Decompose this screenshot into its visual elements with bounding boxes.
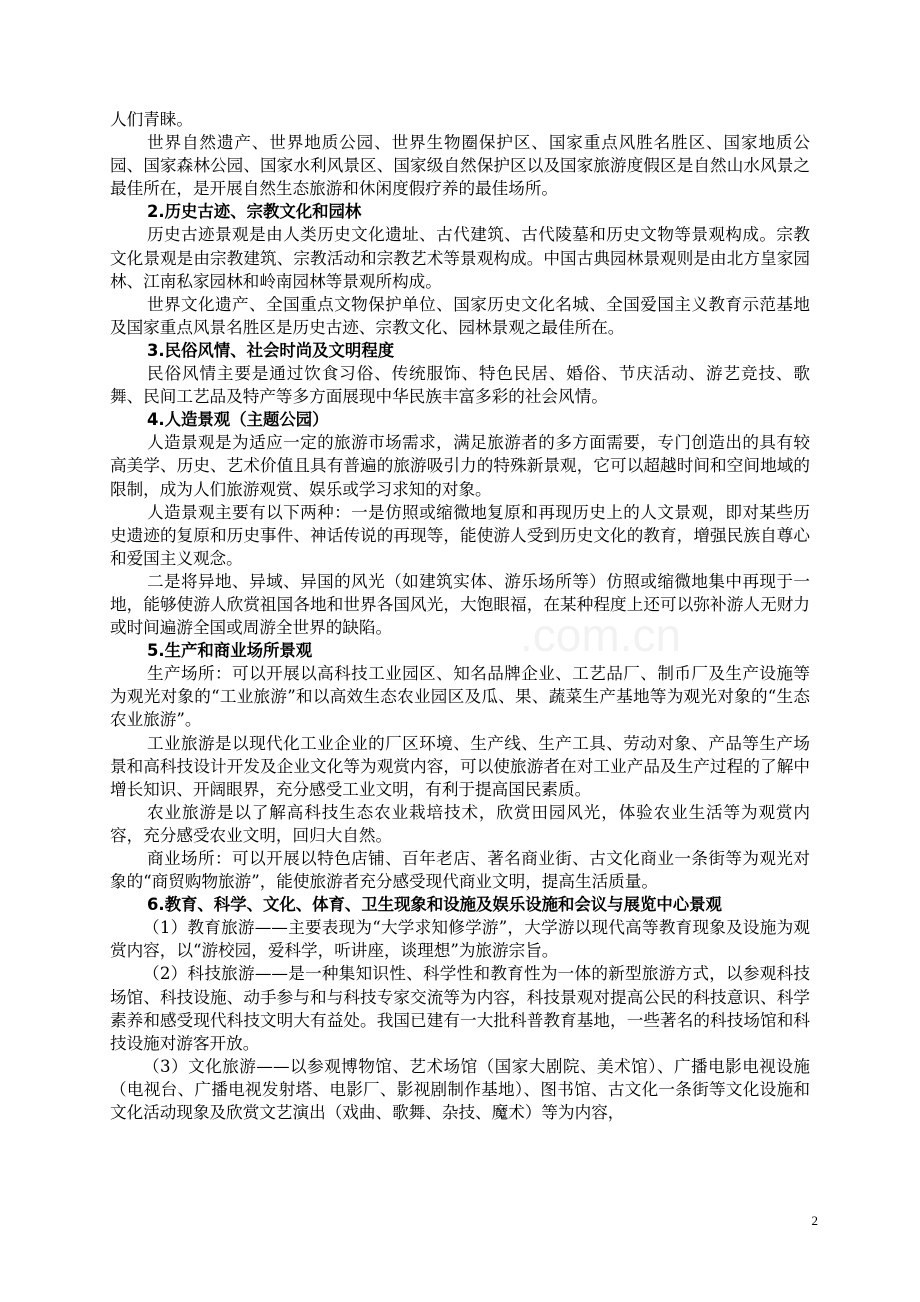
paragraph: 商业场所：可以开展以特色店铺、百年老店、著名商业街、古文化商业一条街等为观光对象的“商贸购物旅游”，能使旅游者充分感受现代商业文明，提高生活质量。 <box>110 849 810 892</box>
section-heading: 3.民俗风情、社会时尚及文明程度 <box>147 340 395 360</box>
paragraph: 人造景观是为适应一定的旅游市场需求，满足旅游者的多方面需要，专门创造出的具有较高美学、历史、艺术价值且具有普遍的旅游吸引力的特殊新景观，它可以超越时间和空间地域的限制，成为人们旅游观赏、娱乐或学习求知的对象。 <box>110 433 810 499</box>
paragraph: 人们青睐。 <box>110 110 193 129</box>
paragraph: 二是将异地、异域、异国的风光（如建筑实体、游乐场所等）仿照或缩微地集中再现于一地，能够使游人欣赏祖国各地和世界各国风光，大饱眼福，在某种程度上还可以弥补游人无财力或时间遍游全国或周游全世界的缺陷。 <box>110 571 810 638</box>
paragraph: 农业旅游是以了解高科技生态农业栽培技术，欣赏田园风光，体验农业生活等为观赏内容，充分感受农业文明，回归大自然。 <box>110 802 810 845</box>
paragraph: 生产场所：可以开展以高科技工业园区、知名品牌企业、工艺品厂、制币厂及生产设施等为观光对象的“工业旅游”和以高效生态农业园区及瓜、果、蔬菜生产基地等为观光对象的“生态农业旅游”。 <box>110 664 810 730</box>
paragraph: （2）科技旅游——是一种集知识性、科学性和教育性为一体的新型旅游方式，以参观科技场馆、科技设施、动手参与和与科技专家交流等为内容，科技景观对提高公民的科技意识、科学素养和感受现代科技文明大有益处。我国已建有一大批科普教育基地，一些著名的科技场馆和科技设施对游客开放。 <box>110 964 810 1053</box>
paragraph: （3）文化旅游——以参观博物馆、艺术场馆（国家大剧院、美术馆）、广播电影电视设施（电视台、广播电视发射塔、电影厂、影视剧制作基地）、图书馆、古文化一条街等文化设施和文化活动现象及欣赏文艺演出（戏曲、歌舞、杂技、魔术）等为内容， <box>110 1056 810 1123</box>
page-number: 2 <box>811 1213 818 1228</box>
watermark: .com.cn <box>520 609 682 661</box>
paragraph: 历史古迹景观是由人类历史文化遗址、古代建筑、古代陵墓和历史文物等景观构成。宗教文化景观是由宗教建筑、宗教活动和宗教艺术等景观构成。中国古典园林景观则是由北方皇家园林、江南私家园林和岭南园林等景观所构成。 <box>110 225 810 291</box>
document-body <box>110 108 810 1124</box>
paragraph: 民俗风情主要是通过饮食习俗、传统服饰、特色民居、婚俗、节庆活动、游艺竞技、歌舞、民间工艺品及特产等多方面展现中华民族丰富多彩的社会风情。 <box>110 364 810 407</box>
section-heading: 4.人造景观（主题公园） <box>147 410 329 430</box>
section-heading: 6.教育、科学、文化、体育、卫生现象和设施及娱乐设施和会议与展览中心景观 <box>147 895 722 915</box>
paragraph: 工业旅游是以现代化工业企业的厂区环境、生产线、生产工具、劳动对象、产品等生产场景和高科技设计开发及企业文化等为观赏内容，可以使旅游者在对工业产品及生产过程的了解中增长知识、开阔眼界，充分感受工业文明，有利于提高国民素质。 <box>110 733 810 799</box>
paragraph: 世界文化遗产、全国重点文物保护单位、国家历史文化名城、全国爱国主义教育示范基地及国家重点风景名胜区是历史古迹、宗教文化、园林景观之最佳所在。 <box>110 294 810 337</box>
section-heading: 2.历史古迹、宗教文化和园林 <box>147 202 362 222</box>
paragraph: 人造景观主要有以下两种：一是仿照或缩微地复原和再现历史上的人文景观，即对某些历史遗迹的复原和历史事件、神话传说的再现等，能使游人受到历史文化的教育，增强民族自尊心和爱国主义观念。 <box>110 502 810 568</box>
paragraph: （1）教育旅游——主要表现为“大学求知修学游”，大学游以现代高等教育现象及设施为观赏内容，以“游校园，爱科学，听讲座，谈理想”为旅游宗旨。 <box>110 918 810 961</box>
section-heading: 5.生产和商业场所景观 <box>147 641 313 661</box>
paragraph: 世界自然遗产、世界地质公园、世界生物圈保护区、国家重点风胜名胜区、国家地质公园、国家森林公园、国家水利风景区、国家级自然保护区以及国家旅游度假区是自然山水风景之最佳所在，是开展自然生态旅游和休闲度假疗养的最佳场所。 <box>110 133 810 199</box>
